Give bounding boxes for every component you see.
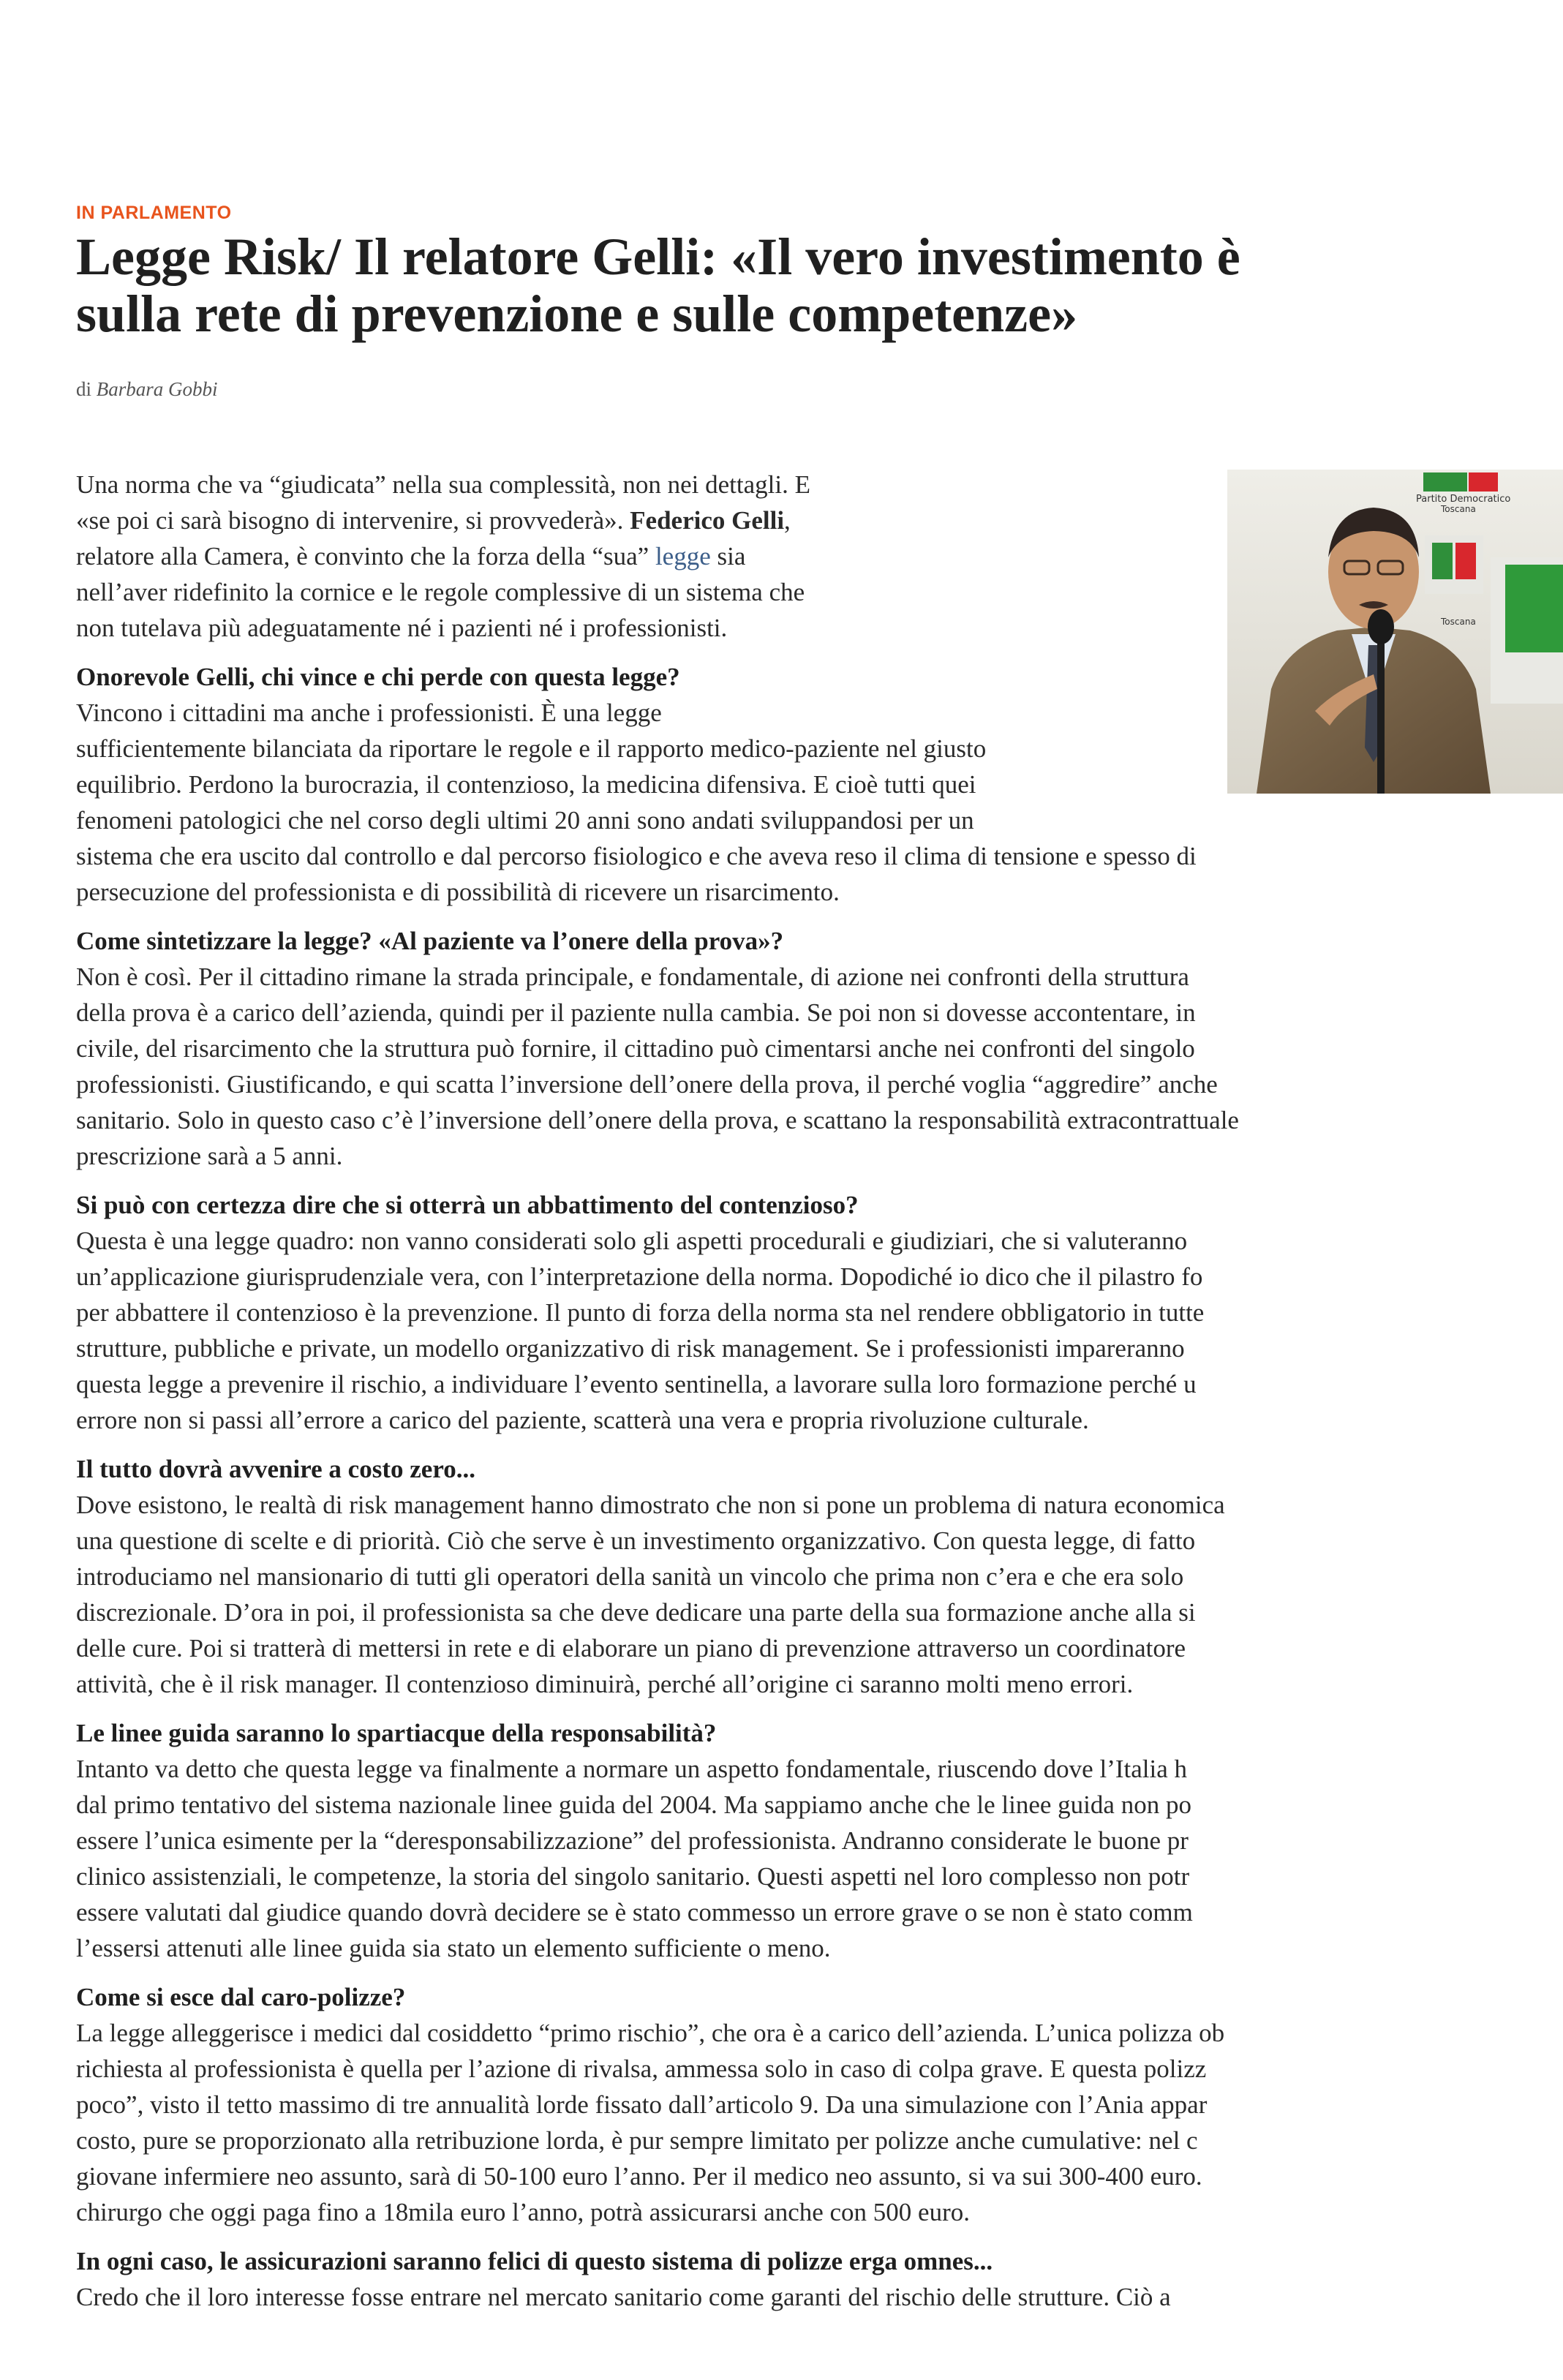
text-line: Credo che il loro interesse fosse entrare nel mercato sanitario come garanti del rischio delle strutture. Ciò a [76,2283,1171,2311]
text-line: della prova è a carico dell’azienda, quindi per il paziente nulla cambia. Se poi non si dovesse accontentare, in [76,998,1196,1027]
photo-sign-text: Partito Democratico [1416,494,1511,505]
text-line: sanitario. Solo in questo caso c’è l’inversione dell’onere della prova, e scattano la responsabilità extracontrattuale [76,1106,1239,1134]
text-line [76,538,1398,574]
text-line: introduciamo nel mansionario di tutti gli operatori della sanità un vincolo che prima non c’era e che era solo [76,1562,1184,1591]
answer-paragraph [76,2279,1398,2315]
answer-paragraph [76,2015,1398,2230]
text-line: professionisti. Giustificando, e qui scatta l’inversione dell’onere della prova, il perché voglia “aggredire” anche [76,1070,1218,1099]
answer-paragraph [76,959,1398,1174]
text-run: «se poi ci sarà bisogno di intervenire, si provvederà». [76,506,630,535]
answer-paragraph [76,695,1398,910]
text-line: dal primo tentativo del sistema nazionale linee guida del 2004. Ma sappiamo anche che le linee guida non po [76,1790,1191,1819]
text-line: nell’aver ridefinito la cornice e le regole complessive di un sistema che [76,578,805,606]
text-line: clinico assistenziali, le competenze, la storia del singolo sanitario. Questi aspetti nel loro complesso non potr [76,1862,1190,1891]
question-heading: Le linee guida saranno lo spartiacque della responsabilità? [76,1719,717,1747]
text-line: attività, che è il risk manager. Il contenzioso diminuirà, perché all’origine ci saranno molti meno errori. [76,1670,1134,1698]
text-line: essere valutati dal giudice quando dovrà decidere se è stato commesso un errore grave o se non è stato comm [76,1898,1193,1927]
text-line: Vincono i cittadini ma anche i professionisti. È una legge [76,698,662,727]
article-body [76,467,1398,2380]
question-heading: Si può con certezza dire che si otterrà un abbattimento del contenzioso? [76,1191,859,1219]
text-line: chirurgo che oggi paga fino a 18mila euro l’anno, potrà assicurarsi anche con 500 euro. [76,2198,970,2226]
text-line: giovane infermiere neo assunto, sarà di 50-100 euro l’anno. Per il medico neo assunto, si va sui 300-400 euro. [76,2162,1202,2191]
text-line: fenomeni patologici che nel corso degli ultimi 20 anni sono andati sviluppandosi per un [76,806,974,835]
text-line: Non è così. Per il cittadino rimane la strada principale, e fondamentale, di azione nei confronti della struttura [76,963,1189,991]
text-line: discrezionale. D’ora in poi, il professionista sa che deve dedicare una parte della sua formazione anche alla si [76,1598,1196,1627]
text-line: per abbattere il contenzioso è la prevenzione. Il punto di forza della norma sta nel rendere obbligatorio in tutte [76,1298,1205,1327]
title-line: Legge Risk/ Il relatore Gelli: «Il vero investimento è [76,227,1240,286]
question-heading: In ogni caso, le assicurazioni saranno felici di questo sistema di polizze erga omnes... [76,2247,993,2275]
section-kicker[interactable]: IN PARLAMENTO [76,203,232,223]
text-run: sia [710,542,746,570]
text-line: errore non si passi all’errore a carico del paziente, scatterà una vera e propria rivoluzione culturale. [76,1406,1089,1434]
text-line: strutture, pubbliche e private, un modello organizzativo di risk management. Se i professionisti impareranno [76,1334,1185,1363]
text-line: Intanto va detto che questa legge va finalmente a normare un aspetto fondamentale, riuscendo dove l’Italia h [76,1755,1187,1783]
text-line: sufficientemente bilanciata da riportare le regole e il rapporto medico-paziente nel giusto [76,734,987,763]
text-line: prescrizione sarà a 5 anni. [76,1142,343,1170]
title-line: sulla rete di prevenzione e sulle competenze» [76,285,1078,343]
intro-paragraph [76,467,1398,646]
text-line: questa legge a prevenire il rischio, a individuare l’evento sentinella, a lavorare sulla loro formazione perché u [76,1370,1197,1398]
text-line: La legge alleggerisce i medici dal cosiddetto “primo rischio”, che ora è a carico dell’azienda. L’unica polizza ob [76,2019,1225,2047]
photo-gelli-image [1227,470,1563,794]
answer-paragraph [76,1487,1398,1702]
byline [76,378,218,401]
question-heading: Come sintetizzare la legge? «Al paziente va l’onere della prova»? [76,927,784,955]
answer-paragraph [76,1751,1398,1966]
text-line: Una norma che va “giudicata” nella sua complessità, non nei dettagli. E [76,470,810,499]
legge-link[interactable]: legge [655,542,711,570]
text-run: relatore alla Camera, è convinto che la forza della “sua” [76,542,655,570]
text-line: non tutelava più adeguatamente né i pazienti né i professionisti. [76,614,728,642]
text-line: Dove esistono, le realtà di risk management hanno dimostrato che non si pone un problema di natura economica [76,1491,1225,1519]
answer-paragraph [76,1223,1398,1438]
text-line: sistema che era uscito dal controllo e dal percorso fisiologico e che aveva reso il clima di tensione e spesso di [76,842,1197,870]
question-heading: Come si esce dal caro-polizze? [76,1983,406,2011]
text-line: equilibrio. Perdono la burocrazia, il contenzioso, la medicina difensiva. E cioè tutti quei [76,770,976,799]
text-line: essere l’unica esimente per la “deresponsabilizzazione” del professionista. Andranno considerate le buone pr [76,1826,1189,1855]
person-name: Federico Gelli [630,506,785,535]
text-line: persecuzione del professionista e di possibilità di ricevere un risarcimento. [76,878,840,906]
text-line: l’essersi attenuti alle linee guida sia stato un elemento sufficiente o meno. [76,1934,831,1962]
text-line: delle cure. Poi si tratterà di mettersi in rete e di elaborare un piano di prevenzione attraverso un coordinatore [76,1634,1186,1662]
byline-author[interactable]: Barbara Gobbi [96,378,218,400]
text-run: , [784,506,791,535]
qa-list [76,659,1398,2315]
article-title [76,228,1393,342]
photo-sign-text: Toscana [1441,504,1476,514]
text-line: Questa è una legge quadro: non vanno considerati solo gli aspetti procedurali e giudiziari, che si valuteranno [76,1227,1188,1255]
text-line [76,502,1398,538]
photo-sign-text: Toscana [1441,617,1476,627]
article-photo[interactable] [1227,470,1563,794]
text-line: costo, pure se proporzionato alla retribuzione lorda, è pur sempre limitato per polizze anche cumulative: nel c [76,2126,1198,2155]
byline-prefix: di [76,378,92,400]
question-heading: Il tutto dovrà avvenire a costo zero... [76,1455,475,1483]
text-line: una questione di scelte e di priorità. Ciò che serve è un investimento organizzativo. Con questa legge, di fatto [76,1526,1196,1555]
text-line: civile, del risarcimento che la struttura può fornire, il cittadino può cimentarsi anche nei confronti del singolo [76,1034,1195,1063]
text-line: un’applicazione giurisprudenziale vera, con l’interpretazione della norma. Dopodiché io dico che il pilastro fo [76,1262,1203,1291]
question-heading: Onorevole Gelli, chi vince e chi perde con questa legge? [76,663,680,691]
text-line: poco”, visto il tetto massimo di tre annualità lorde fissato dall’articolo 9. Da una simulazione con l’Ania appar [76,2090,1208,2119]
text-line: richiesta al professionista è quella per l’azione di rivalsa, ammessa solo in caso di colpa grave. E questa polizz [76,2055,1207,2083]
